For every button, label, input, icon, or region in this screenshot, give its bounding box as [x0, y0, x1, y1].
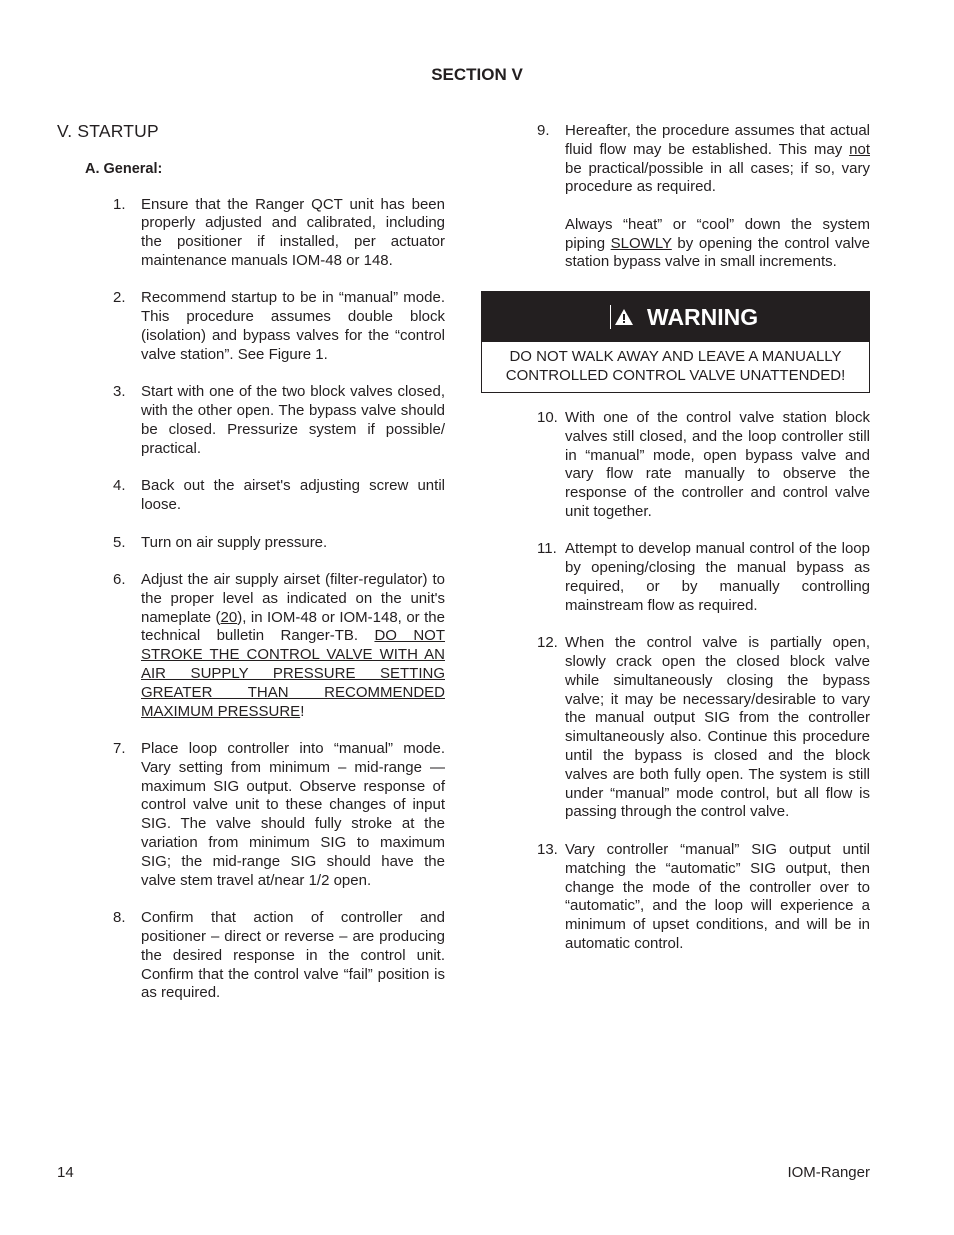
- list-item: [113, 740, 445, 890]
- list-item: [537, 841, 870, 954]
- item-text: Turn on air supply pressure.: [141, 533, 328, 551]
- left-column: [57, 122, 445, 1022]
- para-text-post: by opening the control valve station bypass valve in small increments.: [565, 234, 870, 271]
- item-number: 8.: [113, 909, 126, 927]
- para-text-pre: Always “heat” or “cool” down the system piping: [565, 215, 870, 252]
- right-column: [481, 122, 870, 972]
- item-text: [565, 122, 870, 197]
- item-text: Recommend startup to be in “manual” mode. This procedure assumes double block (isolation) and bypass valves for the “control valve station”. See Figure 1.: [141, 289, 445, 363]
- list-item: [113, 477, 445, 515]
- list-item: [113, 196, 445, 271]
- pressure-caution: DO NOT STROKE THE CONTROL VALVE WITH AN AIR SUPPLY PRESSURE SETTING GREATER THAN RECOMMENDED MAXIMUM PRESSURE: [141, 627, 445, 720]
- startup-heading: V. STARTUP: [57, 121, 159, 141]
- warning-title: WARNING: [647, 303, 759, 330]
- item-text: [141, 571, 445, 721]
- page-number: 14: [57, 1164, 74, 1181]
- item-text: With one of the control valve station block valves still closed, and the loop controller still in “manual” mode, open bypass valve and vary flow rate manually to observe the response of the controller and control valve unit together.: [565, 408, 870, 520]
- document-id: IOM-Ranger: [787, 1164, 870, 1181]
- list-item: [113, 571, 445, 721]
- item-text: Attempt to develop manual control of the loop by opening/closing the manual bypass as required, or by manually controlling mainstream flow as required.: [565, 540, 870, 614]
- list-item: [113, 289, 445, 364]
- item-text-pre: Adjust the air supply airset (filter-regulator) to the proper level as indicated on the unit's nameplate (: [141, 570, 445, 626]
- general-subheading: A. General:: [85, 160, 163, 177]
- item-number: 2.: [113, 289, 126, 307]
- list-item: [113, 383, 445, 458]
- item-number: 1.: [113, 195, 126, 213]
- item-text-mid: ), in IOM-48 or IOM-148, or the technical bulletin Ranger-TB.: [141, 608, 445, 645]
- item-text-pre: Hereafter, the procedure assumes that actual fluid flow may be established. This may: [565, 122, 870, 158]
- item-number: 10.: [537, 408, 558, 426]
- item-text: When the control valve is partially open, slowly crack open the closed block valve while simultaneously closing the bypass valve; it may be necessary/desirable to vary the manual output SIG from the controller simultaneously also. Continue this procedure until the bypass is closed and the block valves are both fully open. The system is still under “manual” mode control, but all flow is passing through the control valve.: [565, 634, 870, 821]
- list-item: [113, 534, 445, 553]
- warning-triangle-icon: [610, 305, 637, 329]
- list-item: [537, 122, 870, 197]
- item-number: 12.: [537, 634, 558, 652]
- item-number: 3.: [113, 383, 126, 401]
- item-text-post: !: [300, 702, 305, 720]
- item-text-post: be practical/possible in all cases; if so, vary procedure as required.: [565, 159, 870, 196]
- item-9-paragraph: [565, 216, 870, 272]
- nameplate-reference: 20: [220, 608, 238, 626]
- section-title: SECTION V: [431, 65, 523, 84]
- warning-text: DO NOT WALK AWAY AND LEAVE A MANUALLY CONTROLLED CONTROL VALVE UNATTENDED!: [505, 347, 846, 384]
- item-number: 7.: [113, 740, 126, 758]
- item-number: 6.: [113, 570, 126, 588]
- slowly-emphasis: SLOWLY: [610, 234, 672, 252]
- item-number: 13.: [537, 840, 558, 858]
- list-item: [113, 909, 445, 1003]
- list-item: [537, 540, 870, 615]
- item-text: Confirm that action of controller and positioner – direct or reverse – are producing the desired response in the control unit. Confirm that the control valve “fail” position is as required.: [141, 909, 445, 1002]
- warning-box: [481, 291, 870, 393]
- warning-header: [482, 292, 869, 342]
- item-text: Start with one of the two block valves closed, with the other open. The bypass valve should be closed. Pressurize system if possible/ practical.: [141, 383, 445, 457]
- item-number: 11.: [537, 540, 557, 558]
- item-number: 9.: [537, 122, 550, 139]
- item-number: 5.: [113, 533, 126, 551]
- item-text: Place loop controller into “manual” mode. Vary setting from minimum – mid-range — maximum SIG output. Observe response of control valve unit to these changes of input SIG. The valve should fully stroke at the variation from minimum SIG to maximum SIG; the mid-range SIG should have the valve stem travel at/near 1/2 open.: [141, 740, 445, 889]
- item-text: Vary controller “manual” SIG output until matching the “automatic” SIG output, then change the mode of the controller over to “automatic”, and the loop will experience a minimum of upset conditions, and will be in automatic control.: [565, 840, 870, 952]
- list-item: [537, 634, 870, 822]
- list-item: [537, 409, 870, 522]
- item-text: Ensure that the Ranger QCT unit has been properly adjusted and calibrated, including the positioner if installed, per actuator maintenance manuals IOM-48 or 148.: [141, 195, 445, 269]
- item-number: 4.: [113, 477, 126, 495]
- item-text: Back out the airset's adjusting screw until loose.: [141, 477, 445, 514]
- not-emphasis: not: [849, 140, 870, 158]
